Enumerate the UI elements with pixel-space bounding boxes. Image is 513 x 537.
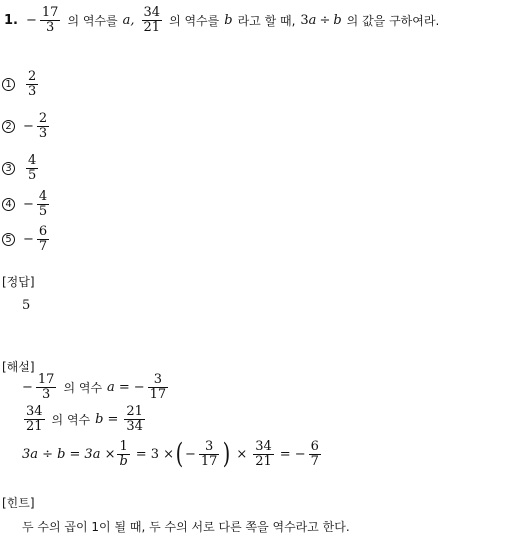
choice-number-3: 3 [2, 162, 15, 175]
fraction-numerator: 17 [41, 5, 59, 20]
left-paren: ( [175, 437, 184, 471]
choice-number-5: 5 [2, 233, 15, 246]
choice-fraction: $\frac{4}{5}$ [38, 189, 48, 219]
choice-5[interactable]: 5 − $\frac{6}{7}$ [2, 225, 51, 253]
choice-fraction: $\frac{4}{5}$ [28, 153, 37, 183]
expr-div: ÷ [319, 12, 331, 28]
question-fraction-2 [142, 6, 163, 34]
question-text-3: 라고 할 때, [237, 13, 296, 28]
hint-text: 두 수의 곱이 1이 될 때, 두 수의 서로 다른 쪽을 역수라고 한다. [22, 520, 350, 534]
explanation-label: [해설] [2, 360, 35, 374]
choice-3[interactable] [2, 154, 40, 182]
question-fraction-1 [40, 6, 61, 34]
choice-number-1: 1 [2, 78, 15, 91]
expr-a: a [308, 12, 317, 28]
choice-fraction: $\frac{2}{3}$ [38, 111, 48, 141]
choice-2[interactable]: 2 − $\frac{2}{3}$ [2, 112, 51, 140]
hint-label: [힌트] [2, 496, 35, 510]
question-text-1: 의 역수를 [67, 13, 118, 28]
fraction-denominator: 3 [46, 19, 55, 35]
explanation-line-3: 3a ÷ b = 3a × $\frac{1}{b}$ = 3 × ( − $\frac{3}{17}$ ) × $\frac{34}{21}$ = − $\frac{6}{7}$ [22, 437, 319, 471]
expr-coef: 3 [300, 12, 309, 28]
question-text-4: 의 값을 구하여라. [346, 13, 440, 28]
choice-number-4: 4 [2, 198, 15, 211]
explanation-line-2: $\frac{34}{21}$ 의 역수 b = $\frac{21}{34}$ [26, 404, 143, 434]
expr-b: b [333, 12, 342, 28]
choice-number-2: 2 [2, 120, 15, 133]
answer-value: 5 [22, 298, 31, 313]
answer-label: [정답] [2, 275, 35, 289]
fraction-denominator: 21 [143, 19, 161, 35]
right-paren: ) [223, 437, 231, 471]
frac1-sign: − [25, 12, 37, 28]
question-line [4, 6, 439, 34]
question-number: 1. [4, 12, 18, 28]
choice-fraction: $\frac{2}{3}$ [28, 69, 37, 99]
choice-1[interactable] [2, 70, 40, 98]
choice-fraction: $\frac{6}{7}$ [38, 224, 48, 254]
fraction-numerator: 34 [143, 5, 161, 20]
variable-b: b [224, 12, 233, 28]
variable-a: a, [122, 12, 135, 28]
choice-4[interactable]: 4 − $\frac{4}{5}$ [2, 190, 51, 218]
question-text-2: 의 역수를 [169, 13, 220, 28]
explanation-line-1: − $\frac{17}{3}$ 의 역수 a = − $\frac{3}{17}$ [22, 372, 167, 402]
